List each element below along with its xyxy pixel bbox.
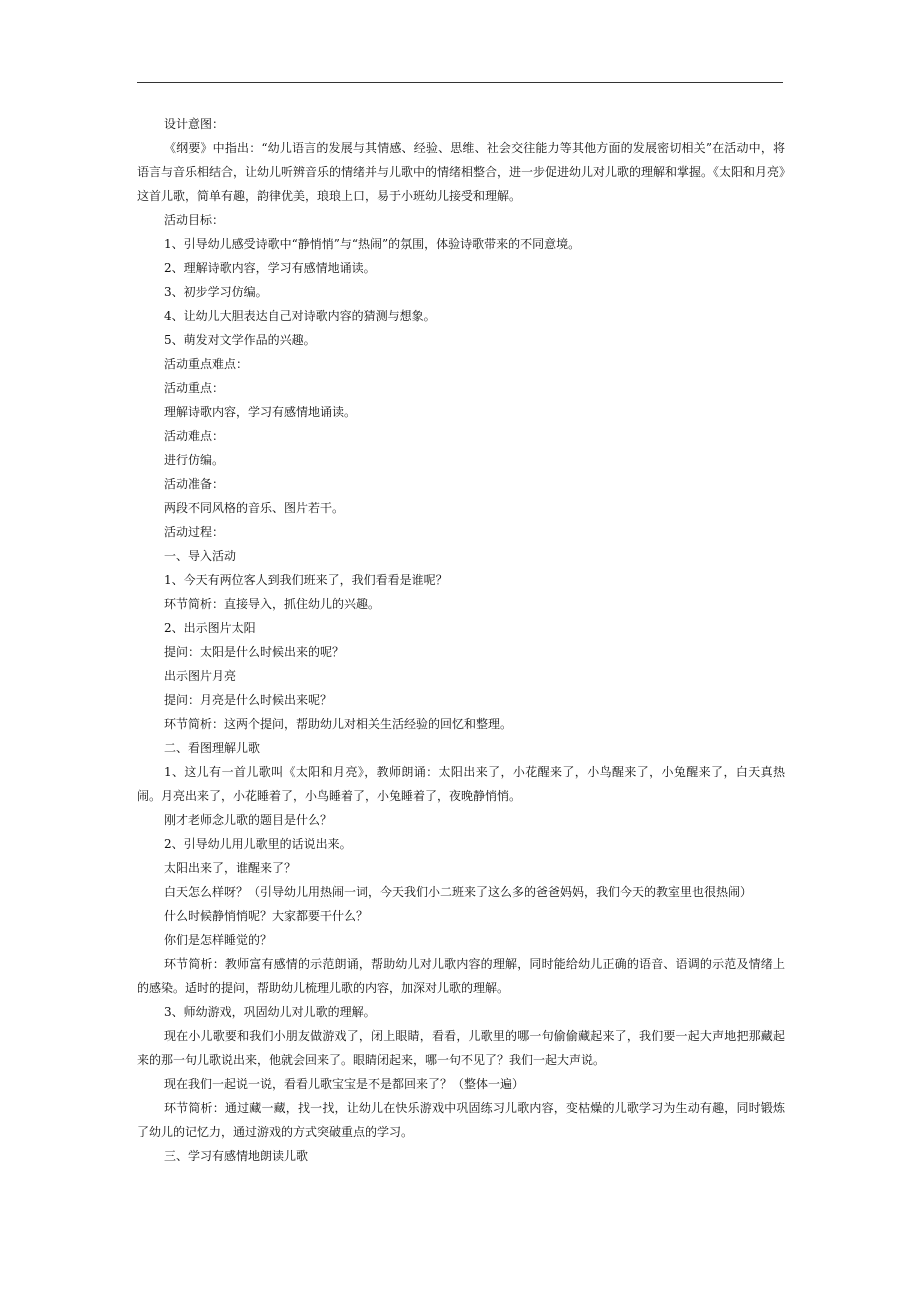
paragraph: 活动重点难点： <box>164 357 249 371</box>
paragraph: 两段不同风格的音乐、图片若干。 <box>164 501 345 515</box>
document-body <box>137 112 785 1168</box>
paragraph: 活动过程： <box>164 525 225 539</box>
paragraph: 提问：太阳是什么时候出来的呢？ <box>164 645 345 659</box>
paragraph: 提问：月亮是什么时候出来呢？ <box>164 693 333 707</box>
paragraph: 出示图片月亮 <box>164 669 237 683</box>
paragraph: 什么时候静悄悄呢？大家都要干什么？ <box>164 909 369 923</box>
paragraph: 进行仿编。 <box>164 453 225 467</box>
paragraph: 3、师幼游戏，巩固幼儿对儿歌的理解。 <box>164 1005 376 1019</box>
paragraph: 刚才老师念儿歌的题目是什么？ <box>164 813 333 827</box>
paragraph: 你们是怎样睡觉的？ <box>164 933 273 947</box>
paragraph: 2、出示图片太阳 <box>164 621 256 635</box>
paragraph: 太阳出来了，谁醒来了？ <box>164 861 297 875</box>
paragraph: 1、引导幼儿感受诗歌中“静悄悄”与“热闹”的氛围，体验诗歌带来的不同意境。 <box>164 237 581 251</box>
paragraph: 活动重点： <box>164 381 225 395</box>
paragraph: 白天怎么样呀？（引导幼儿用热闹一词，今天我们小二班来了这么多的爸爸妈妈，我们今天的教室里也很热闹） <box>164 885 753 899</box>
paragraph: 活动难点： <box>164 429 225 443</box>
paragraph: 现在小儿歌要和我们小朋友做游戏了，闭上眼睛，看看，儿歌里的哪一句偷偷藏起来了，我们要一起大声地把那藏起来的那一句儿歌说出来，他就会回来了。眼睛闭起来，哪一句不见了？我们一起大声说。 <box>137 1029 785 1067</box>
paragraph: 1、这儿有一首儿歌叫《太阳和月亮》，教师朗诵：太阳出来了，小花醒来了，小鸟醒来了，小兔醒来了，白天真热闹。月亮出来了，小花睡着了，小鸟睡着了，小兔睡着了，夜晚静悄悄。 <box>137 765 785 803</box>
paragraph: 理解诗歌内容，学习有感情地诵读。 <box>164 405 357 419</box>
paragraph: 设计意图： <box>164 117 225 131</box>
paragraph: 三、学习有感情地朗读儿歌 <box>164 1149 309 1163</box>
paragraph: 3、初步学习仿编。 <box>164 285 268 299</box>
paragraph: 1、今天有两位客人到我们班来了，我们看看是谁呢？ <box>164 573 448 587</box>
paragraph: 现在我们一起说一说，看看儿歌宝宝是不是都回来了？（整体一遍） <box>164 1077 525 1091</box>
paragraph: 5、萌发对文学作品的兴趣。 <box>164 333 316 347</box>
paragraph: 环节简析：通过藏一藏，找一找，让幼儿在快乐游戏中巩固练习儿歌内容，变枯燥的儿歌学习为生动有趣，同时锻炼了幼儿的记忆力，通过游戏的方式突破重点的学习。 <box>137 1101 785 1139</box>
paragraph: 活动准备： <box>164 477 225 491</box>
paragraph: 《纲要》中指出：“幼儿语言的发展与其情感、经验、思维、社会交往能力等其他方面的发展密切相关”在活动中，将语言与音乐相结合，让幼儿听辨音乐的情绪并与儿歌中的情绪相整合，进一步促进幼儿对儿歌的理解和掌握。《太阳和月亮》这首儿歌，简单有趣，韵律优美，琅琅上口，易于小班幼儿接受和理解。 <box>137 141 786 203</box>
paragraph: 2、引导幼儿用儿歌里的话说出来。 <box>164 837 352 851</box>
paragraph: 环节简析：这两个提问，帮助幼儿对相关生活经验的回忆和整理。 <box>164 717 513 731</box>
paragraph: 环节简析：教师富有感情的示范朗诵，帮助幼儿对儿歌内容的理解，同时能给幼儿正确的语音、语调的示范及情绪上的感染。适时的提问，帮助幼儿梳理儿歌的内容，加深对儿歌的理解。 <box>137 957 785 995</box>
paragraph: 活动目标： <box>164 213 225 227</box>
paragraph: 一、导入活动 <box>164 549 237 563</box>
paragraph: 4、让幼儿大胆表达自己对诗歌内容的猜测与想象。 <box>164 309 436 323</box>
paragraph: 环节简析：直接导入，抓住幼儿的兴趣。 <box>164 597 381 611</box>
paragraph: 二、看图理解儿歌 <box>164 741 261 755</box>
header-rule <box>137 82 783 83</box>
paragraph: 2、理解诗歌内容，学习有感情地诵读。 <box>164 261 376 275</box>
